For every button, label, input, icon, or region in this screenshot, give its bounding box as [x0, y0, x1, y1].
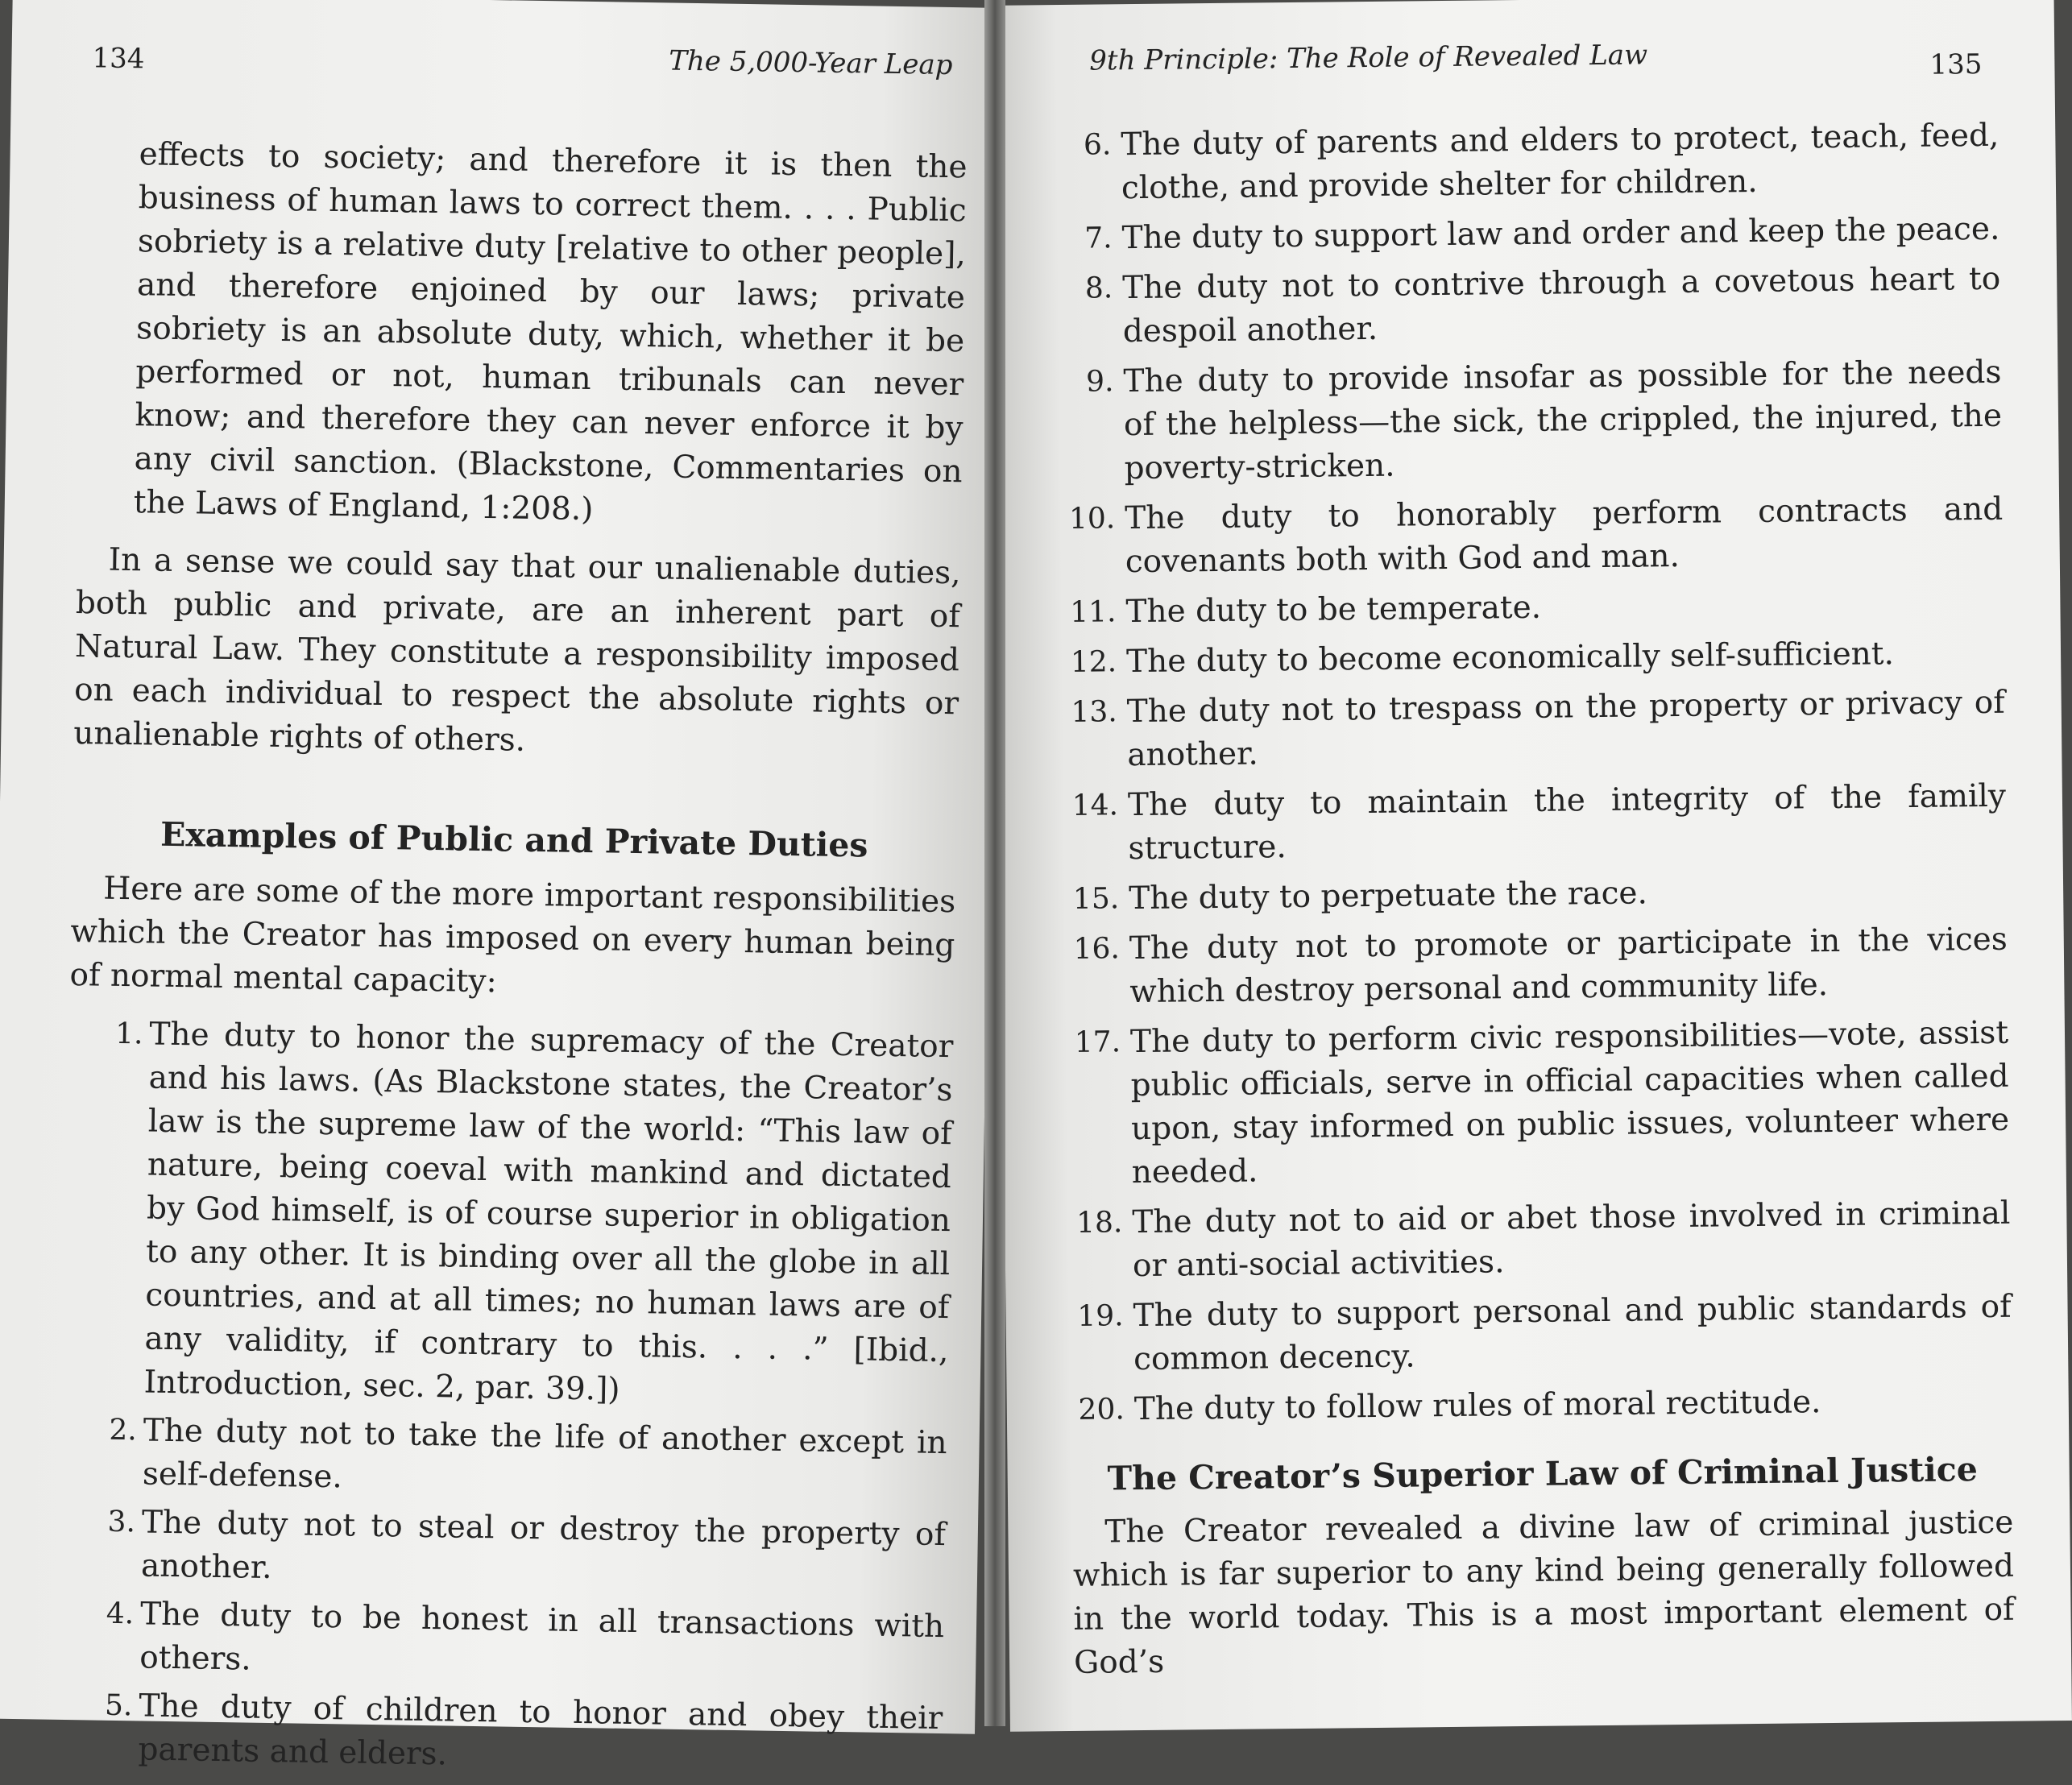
duty-number: 3. — [107, 1505, 136, 1539]
duty-number: 6. — [1083, 128, 1112, 162]
duty-item — [1063, 582, 2004, 635]
duty-number: 11. — [1069, 595, 1117, 629]
section-heading-criminal-justice: The Creator’s Superior Law of Criminal Justice — [1107, 1450, 1979, 1498]
duty-item — [81, 1684, 943, 1784]
duty-text: The duty of children to honor and obey their parents and elders. — [138, 1688, 943, 1773]
left-page-number: 134 — [92, 42, 145, 76]
duty-item — [1060, 351, 2003, 491]
right-page — [992, 0, 2072, 1732]
duty-text: The duty not to aid or abet those involved in criminal or anti-social activities. — [1132, 1195, 2011, 1285]
section-heading-duties: Examples of Public and Private Duties — [160, 814, 868, 865]
duty-number: 7. — [1084, 222, 1113, 255]
duty-text: The duty to be honest in all transactions with others. — [139, 1596, 945, 1678]
duty-number: 4. — [106, 1597, 135, 1631]
duty-number: 20. — [1078, 1393, 1125, 1427]
book-gutter — [984, 0, 1005, 1726]
duty-text: The duty to support law and order and keep the peace. — [1121, 210, 2000, 257]
duty-item — [1065, 775, 2007, 872]
duty-item — [85, 1408, 947, 1509]
duty-number: 12. — [1070, 645, 1117, 679]
duty-text: The duty not to steal or destroy the property of another. — [140, 1504, 947, 1586]
duty-number: 5. — [104, 1688, 133, 1723]
duty-item — [1071, 1379, 2013, 1432]
duty-item — [1066, 868, 2008, 921]
duty-item — [1067, 1012, 2010, 1195]
duty-number: 15. — [1072, 882, 1120, 916]
left-page — [0, 0, 1002, 1773]
duty-text: The duty to be temperate. — [1125, 589, 1542, 631]
duty-text: The duty to support personal and public standards of common decency. — [1133, 1288, 2012, 1378]
duty-text: The duty to become economically self-sufficient. — [1125, 636, 1895, 681]
duty-text: The duty to honor the supremacy of the Creator and his laws. (As Blackstone states, the Creator’s law is the supreme law of the world: “This law of nature, being coeval with mankind and dictated by God himself, is of course superior in obligation to any other. It is binding over all the globe in all countries, and at all times; no human laws are of any validity, if contrary to this. . . .” [Ibid., Introduction, sec. 2, par. 39.]) — [143, 1016, 954, 1408]
duty-text: The duty not to trespass on the property or privacy of another. — [1126, 684, 2005, 774]
duty-number: 16. — [1073, 932, 1121, 966]
duty-text: The duty to provide insofar as possible for the needs of the helpless—the sick, the crippled, the injured, the poverty-stricken. — [1123, 354, 2003, 487]
duty-item — [1069, 1192, 2011, 1289]
duty-number: 19. — [1077, 1299, 1124, 1333]
duty-text: The duty not to contrive through a covetous heart to despoil another. — [1122, 260, 2001, 350]
right-page-header — [1057, 27, 1999, 101]
duties-intro-paragraph: Here are some of the more important responsibilities which the Creator has imposed on every human being of normal mental capacity: — [69, 870, 956, 1000]
natural-law-paragraph: In a sense we could say that our unalienable duties, both public and private, are an inherent part of Natural Law. They constitute a responsibility imposed on each individual to respect the absolute rights or unalienable rights of others. — [73, 541, 961, 759]
duty-list-right — [1058, 114, 2012, 1432]
duty-item — [1058, 114, 1999, 211]
duty-text: The duty not to take the life of another except in self-defense. — [142, 1412, 947, 1496]
duty-text: The duty to perform civic responsibilities—vote, assist public officials, serve in official capacities when called upon, stay informed on public issues, volunteer where needed. — [1129, 1014, 2010, 1191]
duty-number: 10. — [1068, 502, 1116, 536]
duty-number: 17. — [1074, 1025, 1121, 1059]
duty-number: 2. — [109, 1413, 138, 1447]
left-page-header — [84, 35, 969, 114]
duty-text: The duty not to promote or participate in the vices which destroy personal and community life. — [1129, 921, 2008, 1011]
duty-text: The duty to honorably perform contracts and covenants both with God and man. — [1125, 491, 2004, 581]
duty-list-left — [81, 1012, 954, 1784]
duty-item — [1059, 258, 2001, 354]
duty-text: The duty to maintain the integrity of the family structure. — [1127, 777, 2007, 868]
right-page-number: 135 — [1929, 48, 1983, 81]
duty-item — [1063, 681, 2005, 778]
duty-text: The duty to perpetuate the race. — [1128, 875, 1648, 917]
duty-item — [1059, 208, 2000, 261]
criminal-justice-paragraph: The Creator revealed a divine law of criminal justice which is far superior to any kind being generally followed in the world today. This is a most important element of God’s — [1072, 1504, 2015, 1681]
duty-number: 13. — [1071, 695, 1117, 729]
duty-text: The duty of parents and elders to protect, teach, feed, clothe, and provide shelter for children. — [1121, 117, 1999, 207]
duty-number: 9. — [1085, 365, 1114, 399]
left-running-title: The 5,000-Year Leap — [668, 44, 953, 82]
duty-item — [1070, 1286, 2012, 1382]
duty-item — [85, 1500, 947, 1601]
right-running-title: 9th Principle: The Role of Revealed Law — [1089, 39, 1648, 77]
blackstone-block-quote: effects to society; and therefore it is then the business of human laws to correct them. . . . Public sobriety is a relative duty [relative to other people], and therefore enjoined by our laws; private sobriety is an absolute duty, which, whether it be performed or not, human tribunals can never know; and therefore they can never enforce it by any civil sanction. (Blackstone, Commentaries on the Laws of England, 1:208.) — [133, 136, 968, 528]
duty-item — [1062, 488, 2004, 585]
duty-item — [83, 1592, 945, 1692]
duty-number: 18. — [1075, 1206, 1123, 1240]
duty-text: The duty to follow rules of moral rectitude. — [1133, 1384, 1821, 1428]
duty-number: 1. — [114, 1017, 143, 1051]
duty-number: 8. — [1084, 271, 1113, 305]
duty-number: 14. — [1071, 789, 1119, 822]
duty-item — [87, 1012, 954, 1417]
duty-item — [1063, 632, 2005, 685]
duty-item — [1067, 918, 2008, 1015]
